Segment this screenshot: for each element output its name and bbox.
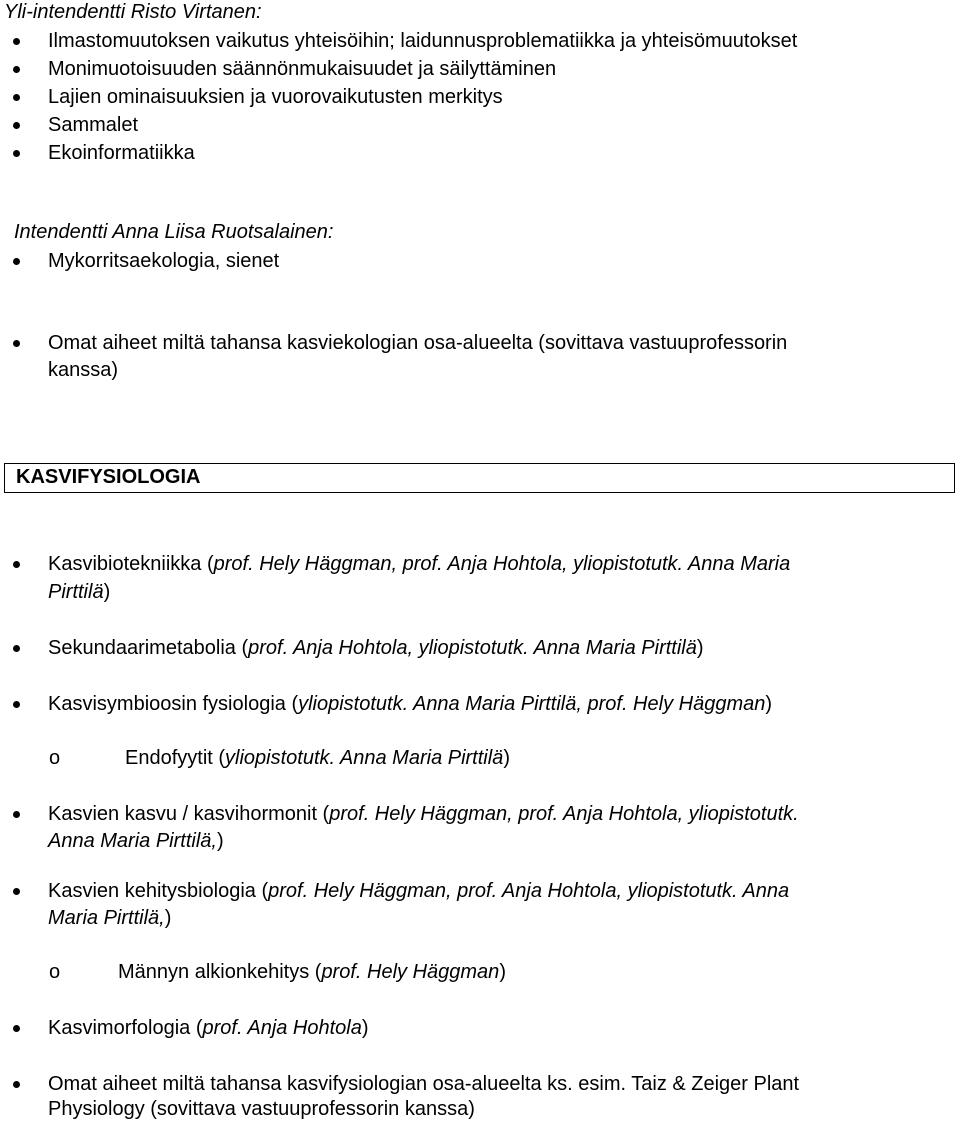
list-item: Kasvimorfologia (prof. Anja Hohtola) xyxy=(48,1017,369,1039)
list-item: Lajien ominaisuuksien ja vuorovaikutusten merkitys xyxy=(48,86,503,108)
list-item: Kasvibiotekniikka (prof. Hely Häggman, prof. Anja Hohtola, yliopistotutk. Anna Maria xyxy=(48,553,791,575)
bullet-icon xyxy=(13,888,20,895)
heading-risto-virtanen: Yli-intendentti Risto Virtanen: xyxy=(4,1,262,23)
list-item: Kasvisymbioosin fysiologia (yliopistotutk. Anna Maria Pirttilä, prof. Hely Häggman) xyxy=(48,693,773,715)
bullet-icon xyxy=(13,1025,20,1032)
sub-bullet-icon: o xyxy=(49,961,61,983)
list-item: Kasvien kasvu / kasvihormonit (prof. Hely Häggman, prof. Anja Hohtola, yliopistotutk. xyxy=(48,803,799,825)
section-title: KASVIFYSIOLOGIA xyxy=(16,466,201,488)
bullet-icon xyxy=(13,811,20,818)
sub-bullet-icon: o xyxy=(49,747,61,769)
bullet-icon xyxy=(13,94,20,101)
bullet-icon xyxy=(13,645,20,652)
list-item: Monimuotoisuuden säännönmukaisuudet ja säilyttäminen xyxy=(48,58,557,80)
list-subitem: Männyn alkionkehitys (prof. Hely Häggman) xyxy=(118,961,506,983)
list-item-continuation: Pirttilä) xyxy=(48,581,111,603)
list-item: Kasvien kehitysbiologia (prof. Hely Häggman, prof. Anja Hohtola, yliopistotutk. Anna xyxy=(48,880,790,902)
list-item: Mykorritsaekologia, sienet xyxy=(48,250,280,272)
bullet-icon xyxy=(13,66,20,73)
bullet-icon xyxy=(13,1081,20,1088)
bullet-icon xyxy=(13,150,20,157)
bullet-icon xyxy=(13,561,20,568)
own-topics-ecology-line1: Omat aiheet miltä tahansa kasviekologian osa-alueelta (sovittava vastuuprofessorin xyxy=(48,332,788,354)
bullet-icon xyxy=(13,122,20,129)
bullet-icon xyxy=(13,701,20,708)
list-item: Sammalet xyxy=(48,114,139,136)
list-item-continuation: Maria Pirttilä,) xyxy=(48,907,172,929)
bullet-icon xyxy=(13,340,20,347)
heading-anna-liisa-ruotsalainen: Intendentti Anna Liisa Ruotsalainen: xyxy=(14,221,334,243)
own-topics-ecology-line2: kanssa) xyxy=(48,359,119,381)
list-item-continuation: Anna Maria Pirttilä,) xyxy=(48,830,224,852)
list-item: Sekundaarimetabolia (prof. Anja Hohtola, yliopistotutk. Anna Maria Pirttilä) xyxy=(48,637,704,659)
section-header-box xyxy=(4,463,955,493)
bullet-icon xyxy=(13,258,20,265)
own-topics-physiology-line2: Physiology (sovittava vastuuprofessorin kanssa) xyxy=(48,1098,475,1120)
own-topics-physiology-line1: Omat aiheet miltä tahansa kasvifysiologian osa-alueelta ks. esim. Taiz & Zeiger Plant xyxy=(48,1073,800,1095)
list-item: Ekoinformatiikka xyxy=(48,142,195,164)
list-subitem: Endofyytit (yliopistotutk. Anna Maria Pirttilä) xyxy=(125,747,510,769)
bullet-icon xyxy=(13,38,20,45)
list-item: Ilmastomuutoksen vaikutus yhteisöihin; laidunnusproblematiikka ja yhteisömuutokset xyxy=(48,30,798,52)
